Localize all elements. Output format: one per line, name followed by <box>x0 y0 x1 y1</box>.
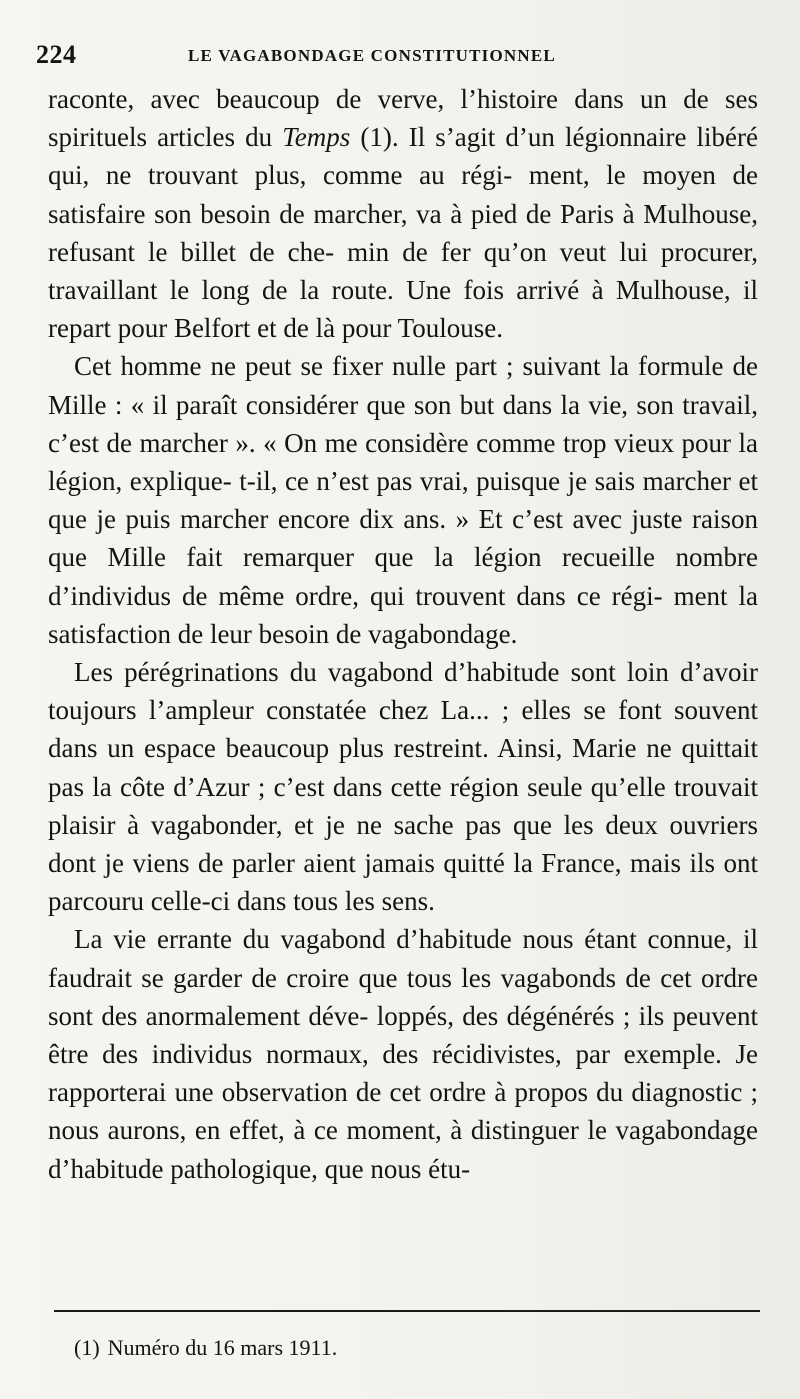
footnote-text: Numéro du 16 mars 1911. <box>107 1335 338 1360</box>
paragraph-4: La vie errante du vagabond d’habitude nous étant connue, il faudrait se garder de croire que tous les vagabonds de cet ordre sont des anormalement déve- loppés, des dégénérés ; ils peuvent être des individus normaux, des récidivistes, par exemple. Je rapporterai une observation de cet ordre à propos du diagnostic ; nous aurons, en effet, à ce moment, à distinguer le vagabondage d’habitude pathologique, que nous étu- <box>48 924 758 1184</box>
paragraph-2: Cet homme ne peut se fixer nulle part ; suivant la formule de Mille : « il paraît considérer que son but dans la vie, son travail, c’est de marcher ». « On me considère comme trop vieux pour la légion, explique- t-il, ce n’est pas vrai, puisque je sais marcher et que je puis marcher encore dix ans. » Et c’est avec juste raison que Mille fait remarquer que la légion recueille nombre d’individus de même ordre, qui trouvent dans ce régi- ment la satisfaction de leur besoin de vagabondage. <box>48 351 758 649</box>
paragraph-3: Les pérégrinations du vagabond d’habitude sont loin d’avoir toujours l’ampleur constatée chez La... ; elles se font souvent dans un espace beaucoup plus restreint. Ainsi, Marie ne quittait pas la côte d’Azur ; c’est dans cette région seule qu’elle trouvait plaisir à vagabonder, et je ne sache pas que les deux ouvriers dont je viens de parler aient jamais quitté la France, mais ils ont parcouru celle-ci dans tous les sens. <box>48 657 758 917</box>
paragraph-1-end: Il s’agit d’un légionnaire libéré qui, ne trouvant plus, comme au régi- ment, le moyen de satisfaire son besoin de marcher, va à pied de Paris à Mulhouse, refusant le billet de che- min de fer qu’on veut lui procurer, travaillant le long de la route. Une fois arrivé à Mulhouse, il repart pour Belfort et de là pour Toulouse. <box>48 122 758 344</box>
paragraph-1 <box>48 80 758 347</box>
footnote-reference: (1). <box>350 122 409 153</box>
page-number: 224 <box>36 40 77 69</box>
footnote-divider <box>54 1310 760 1312</box>
page-header <box>36 40 766 74</box>
footnote-marker: (1) <box>74 1335 100 1360</box>
paragraph-1-start: raconte, avec beaucoup de verve, l’histoire dans un de ses spirituels articles du <box>48 84 758 153</box>
body-text <box>48 80 758 1188</box>
footnote <box>74 1335 337 1361</box>
running-title: LE VAGABONDAGE CONSTITUTIONNEL <box>188 46 556 65</box>
newspaper-title: Temps <box>282 122 351 153</box>
